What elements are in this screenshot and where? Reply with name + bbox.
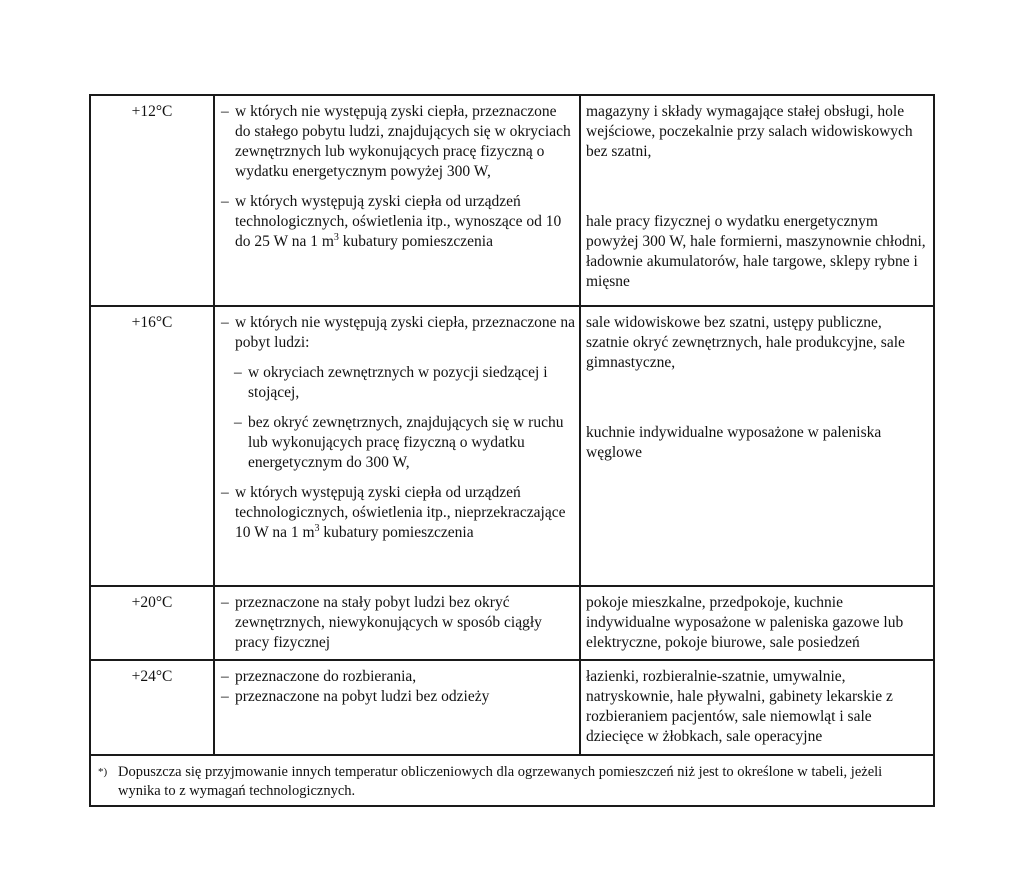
temperature-cell: +20°C	[91, 587, 215, 659]
dash-bullet: –	[234, 364, 242, 381]
footnote-mark: *)	[98, 766, 108, 778]
examples-cell	[581, 307, 933, 585]
condition-text: w okryciach zewnętrznych w pozycji siedzącej i stojącej,	[248, 364, 548, 401]
condition-item	[221, 593, 575, 653]
superscript: 3	[333, 232, 339, 243]
example-text: pokoje mieszkalne, przedpokoje, kuchnie indywidualne wyposażone w paleniska gazowe lub elektryczne, pokoje biurowe, sale posiedzeń	[586, 594, 904, 651]
condition-text-tail: kubatury pomieszczenia	[338, 233, 493, 250]
condition-text: przeznaczone na stały pobyt ludzi bez okryć zewnętrznych, niewykonujących w sposób ciągły pracy fizycznej	[235, 594, 542, 651]
dash-bullet: –	[221, 688, 229, 705]
example-text: hale pracy fizycznej o wydatku energetycznym powyżej 300 W, hale formierni, maszynownie chłodni, ładownie akumulatorów, hale targowe, sklepy rybne i mięsne	[586, 213, 926, 290]
condition-subitem	[221, 413, 575, 473]
temperature-cell: +24°C	[91, 661, 215, 754]
example-text: magazyny i składy wymagające stałej obsługi, hole wejściowe, poczekalnie przy salach widowiskowych bez szatni,	[586, 103, 913, 160]
example-text: sale widowiskowe bez szatni, ustępy publiczne, szatnie okryć zewnętrznych, hale produkcyjne, sale gimnastyczne,	[586, 314, 905, 371]
example-text: łazienki, rozbieralnie-szatnie, umywalnie, natryskownie, hale pływalni, gabinety lekarskie z rozbieraniem pacjentów, sale niemowląt i sale dziecięce w żłobkach, sale operacyjne	[586, 668, 893, 745]
table-row-20c	[91, 587, 933, 661]
condition-text-tail: kubatury pomieszczenia	[319, 524, 474, 541]
examples-cell	[581, 661, 933, 754]
conditions-cell	[215, 307, 581, 585]
condition-item	[221, 687, 575, 707]
table-row-12c	[91, 96, 933, 307]
superscript: 3	[314, 523, 320, 534]
table-row-24c	[91, 661, 933, 756]
condition-item	[221, 483, 575, 543]
examples-cell	[581, 96, 933, 305]
footnote-row	[91, 756, 933, 805]
condition-text: w których występują zyski ciepła od urządzeń technologicznych, oświetlenia itp., wynoszące od 10 do 25 W na 1 m	[235, 193, 562, 250]
dash-bullet: –	[221, 103, 229, 120]
condition-text: w których nie występują zyski ciepła, przeznaczone do stałego pobytu ludzi, znajdujących się w okryciach zewnętrznych lub wykonujących pracę fizyczną o wydatku energetycznym powyżej 300 W,	[235, 103, 571, 180]
condition-item	[221, 102, 575, 182]
dash-bullet: –	[221, 484, 229, 501]
table-row-16c	[91, 307, 933, 587]
conditions-cell	[215, 96, 581, 305]
dash-bullet: –	[221, 193, 229, 210]
temperature-table	[89, 94, 935, 807]
example-text: kuchnie indywidualne wyposażone w paleniska węglowe	[586, 424, 882, 461]
dash-bullet: –	[221, 668, 229, 685]
conditions-cell	[215, 587, 581, 659]
footnote	[91, 756, 933, 805]
dash-bullet: –	[221, 594, 229, 611]
footnote-text: Dopuszcza się przyjmowanie innych temperatur obliczeniowych dla ogrzewanych pomieszczeń niż jest to określone w tabeli, jeżeli wynika to z wymagań technologicznych.	[118, 764, 883, 799]
condition-text: przeznaczone na pobyt ludzi bez odzieży	[235, 688, 490, 705]
condition-item	[221, 667, 575, 687]
temperature-cell: +16°C	[91, 307, 215, 585]
condition-text: bez okryć zewnętrznych, znajdujących się w ruchu lub wykonujących pracę fizyczną o wydatku energetycznym do 300 W,	[248, 414, 564, 471]
conditions-cell	[215, 661, 581, 754]
condition-subitem	[221, 363, 575, 403]
condition-text: przeznaczone do rozbierania,	[235, 668, 417, 685]
dash-bullet: –	[221, 314, 229, 331]
condition-text: w których występują zyski ciepła od urządzeń technologicznych, oświetlenia itp., nieprzekraczające 10 W na 1 m	[235, 484, 566, 541]
condition-item	[221, 313, 575, 353]
examples-cell	[581, 587, 933, 659]
condition-text: w których nie występują zyski ciepła, przeznaczone na pobyt ludzi:	[235, 314, 575, 351]
condition-item	[221, 192, 575, 252]
temperature-cell: +12°C	[91, 96, 215, 305]
dash-bullet: –	[234, 414, 242, 431]
